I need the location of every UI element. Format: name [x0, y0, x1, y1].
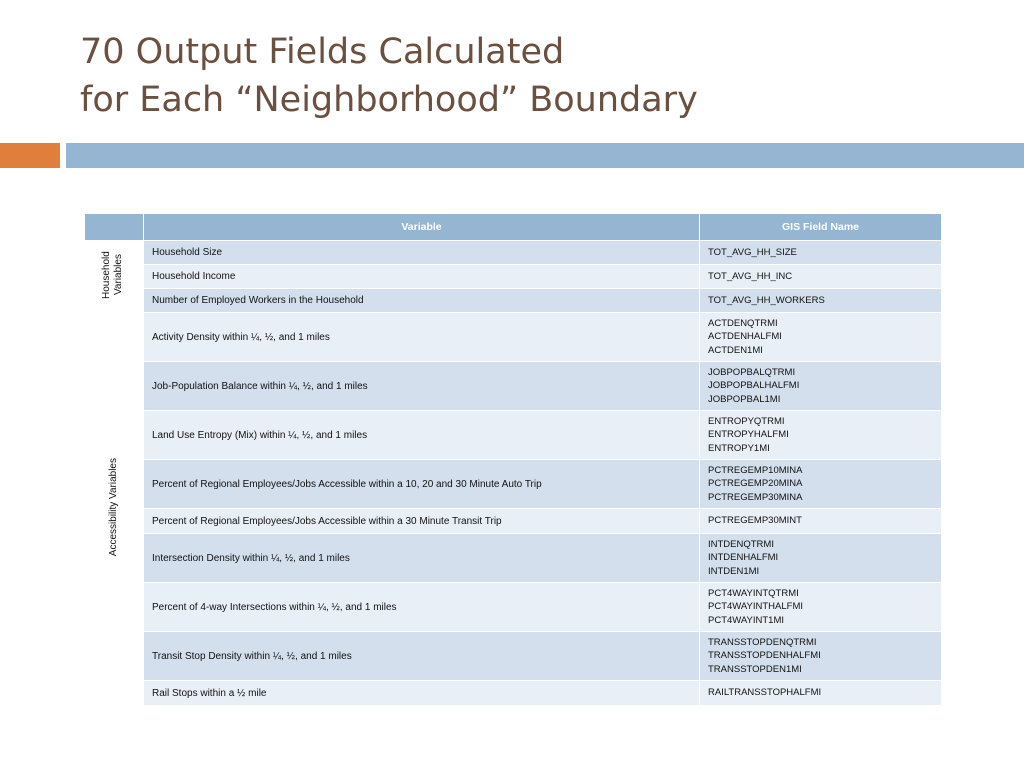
- table-row: [85, 265, 942, 289]
- variable-cell: Number of Employed Workers in the Household: [144, 289, 700, 313]
- gis-field: PCTREGEMP30MINT: [708, 515, 802, 527]
- variable-cell: Household Income: [144, 265, 700, 289]
- table-row: [85, 632, 942, 681]
- variable-cell: Job-Population Balance within ¼, ½, and 1 miles: [144, 362, 700, 411]
- table-row: [85, 534, 942, 583]
- gis-field: PCTREGEMP30MINA: [708, 491, 803, 503]
- gis-field-cell: [700, 534, 942, 583]
- gis-field: ACTDEN1MI: [708, 344, 763, 356]
- gis-field: ENTROPY1MI: [708, 442, 770, 454]
- gis-field-cell: [700, 681, 942, 706]
- gis-field-cell: [700, 265, 942, 289]
- slide-title-line-1: 70 Output Fields Calculated: [80, 32, 565, 72]
- gis-field: ACTDENHALFMI: [708, 331, 782, 343]
- gis-field: TRANSSTOPDENQTRMI: [708, 636, 817, 648]
- table-row: [85, 289, 942, 313]
- table-row: [85, 460, 942, 509]
- gis-field-cell: [700, 632, 942, 681]
- gis-field: JOBPOPBAL1MI: [708, 393, 781, 405]
- gis-field-cell: [700, 509, 942, 534]
- gis-field-cell: [700, 460, 942, 509]
- gis-field: JOBPOPBALQTRMI: [708, 366, 796, 378]
- gis-field: ENTROPYQTRMI: [708, 415, 785, 427]
- variable-cell: Transit Stop Density within ¼, ½, and 1 miles: [144, 632, 700, 681]
- variable-cell: Household Size: [144, 241, 700, 265]
- gis-field-cell: [700, 411, 942, 460]
- gis-field: ACTDENQTRMI: [708, 317, 778, 329]
- group-accessibility: [85, 313, 144, 706]
- gis-field-cell: [700, 289, 942, 313]
- accent-bar-blue: [66, 143, 1024, 168]
- gis-field-cell: [700, 362, 942, 411]
- output-fields-table: [84, 213, 942, 706]
- gis-field: TOT_AVG_HH_SIZE: [708, 246, 797, 258]
- group-label-accessibility: Accessibility Variables: [108, 458, 119, 557]
- table-row: [85, 241, 942, 265]
- variable-cell: Intersection Density within ¼, ½, and 1 miles: [144, 534, 700, 583]
- variable-cell: Activity Density within ¼, ½, and 1 miles: [144, 313, 700, 362]
- table-row: [85, 362, 942, 411]
- gis-field: TRANSSTOPDENHALFMI: [708, 650, 821, 662]
- table-row: [85, 313, 942, 362]
- variable-cell: Land Use Entropy (Mix) within ¼, ½, and 1 miles: [144, 411, 700, 460]
- gis-field: TRANSSTOPDEN1MI: [708, 663, 802, 675]
- gis-field: INTDENHALFMI: [708, 552, 779, 564]
- gis-field: PCTREGEMP20MINA: [708, 478, 803, 490]
- gis-field-cell: [700, 583, 942, 632]
- gis-field: RAILTRANSSTOPHALFMI: [708, 687, 822, 699]
- gis-field: PCT4WAYINTHALFMI: [708, 601, 804, 613]
- table-row: [85, 583, 942, 632]
- gis-field-cell: [700, 313, 942, 362]
- header-group: [85, 214, 144, 241]
- table-row: [85, 681, 942, 706]
- gis-field: PCT4WAYINTQTRMI: [708, 587, 799, 599]
- table-row: [85, 411, 942, 460]
- header-variable: Variable: [144, 214, 700, 241]
- variable-cell: Rail Stops within a ½ mile: [144, 681, 700, 706]
- variable-cell: Percent of 4-way Intersections within ¼, ½, and 1 miles: [144, 583, 700, 632]
- gis-field: TOT_AVG_HH_INC: [708, 270, 793, 282]
- header-gis-field-name: GIS Field Name: [700, 214, 942, 241]
- gis-field: TOT_AVG_HH_WORKERS: [708, 294, 825, 306]
- gis-field: JOBPOPBALHALFMI: [708, 380, 800, 392]
- gis-field: INTDENQTRMI: [708, 538, 774, 550]
- slide-title: [80, 28, 698, 124]
- gis-field-cell: [700, 241, 942, 265]
- table-row: [85, 509, 942, 534]
- gis-field: INTDEN1MI: [708, 565, 760, 577]
- gis-field: PCT4WAYINT1MI: [708, 614, 785, 626]
- group-label-household: Household Variables: [101, 251, 124, 299]
- gis-field: ENTROPYHALFMI: [708, 429, 789, 441]
- variable-cell: Percent of Regional Employees/Jobs Accessible within a 30 Minute Transit Trip: [144, 509, 700, 534]
- slide-title-line-2: for Each “Neighborhood” Boundary: [80, 80, 698, 120]
- variable-cell: Percent of Regional Employees/Jobs Accessible within a 10, 20 and 30 Minute Auto Trip: [144, 460, 700, 509]
- group-household: [85, 241, 144, 313]
- gis-field: PCTREGEMP10MINA: [708, 464, 803, 476]
- accent-bar-orange: [0, 143, 60, 168]
